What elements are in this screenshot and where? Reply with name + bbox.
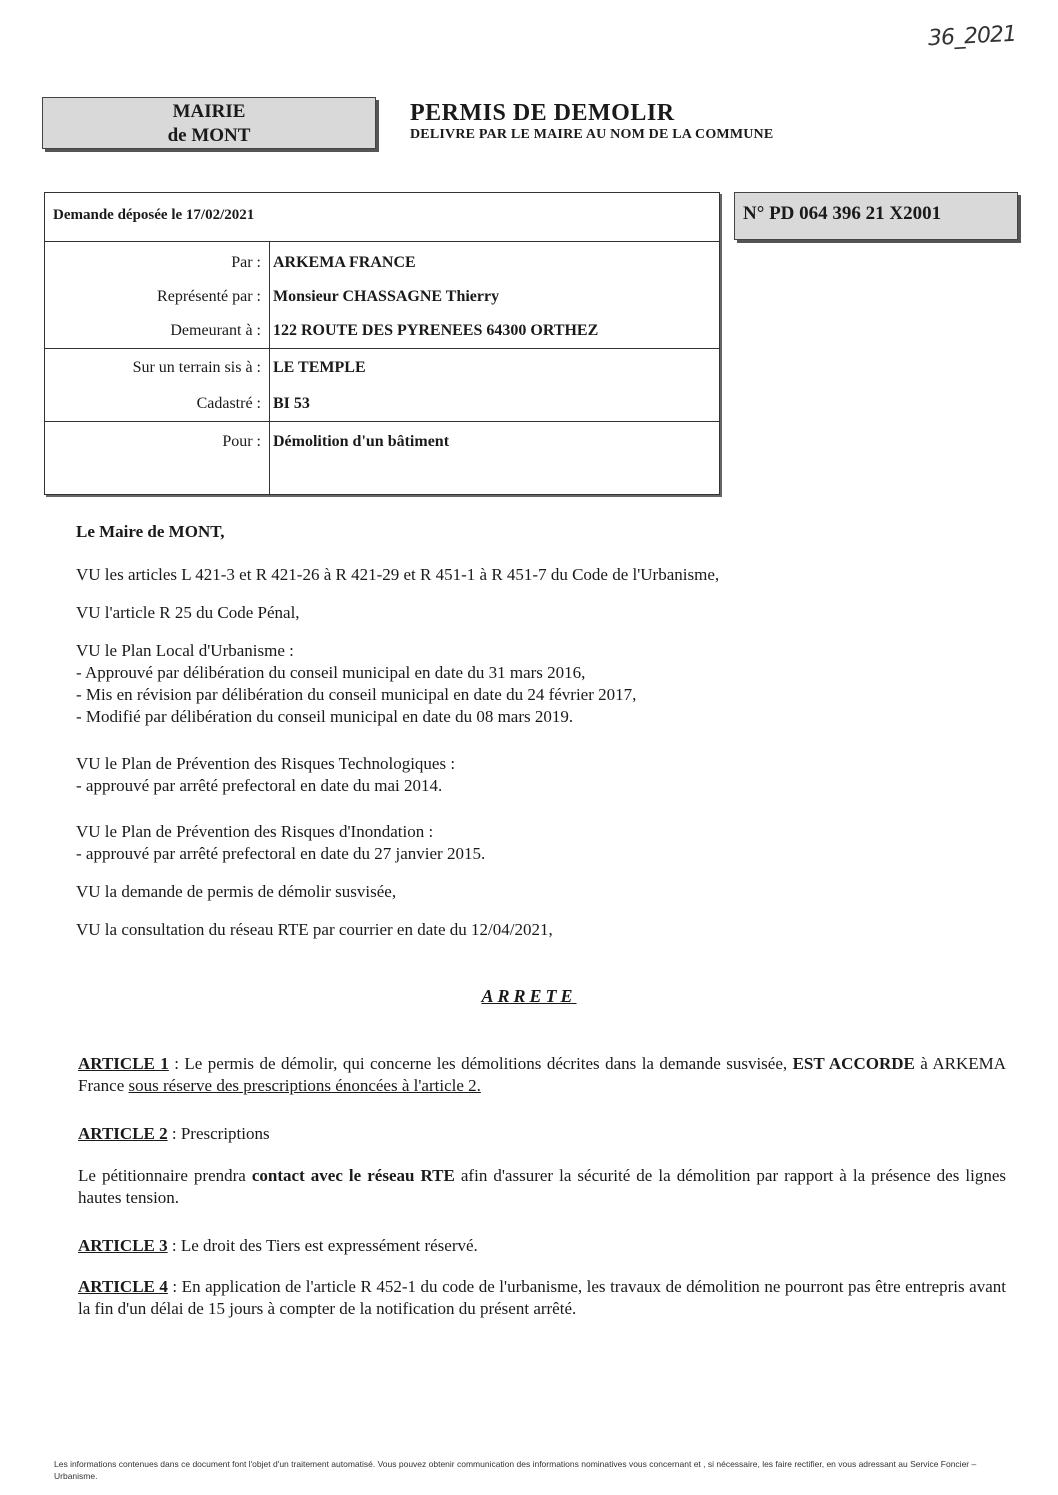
permit-number: N° PD 064 396 21 X2001: [734, 192, 1018, 240]
mairie-line1: MAIRIE: [172, 101, 246, 122]
divider: [45, 241, 719, 242]
vu-demande: VU la demande de permis de démolir susvisée,: [76, 882, 397, 901]
field-label-demeurant: Demeurant à :: [170, 322, 261, 339]
article-4-text: : En application de l'article R 452-1 du code de l'urbanisme, les travaux de démolition ne pourront pas être entrepris avant la fin d'un délai de 15 jours à compter de la notification du présent arrêté.: [78, 1277, 1006, 1318]
vu-plu-block: [76, 640, 1006, 728]
prescriptions-text: [78, 1165, 1006, 1209]
vu-ppri-item: - approuvé par arrêté prefectoral en date du 27 janvier 2015.: [76, 844, 486, 863]
field-label-par: Par :: [231, 254, 261, 271]
demande-table: [44, 192, 720, 495]
article-2: [78, 1123, 1008, 1145]
handwritten-reference: 36_2021: [927, 21, 1017, 52]
divider: [269, 241, 270, 494]
vu-pprt-block: [76, 753, 1006, 797]
field-value-represente: Monsieur CHASSAGNE Thierry: [273, 288, 500, 305]
article-4-label: ARTICLE 4: [78, 1277, 168, 1296]
article-2-label: ARTICLE 2: [78, 1124, 168, 1143]
mairie-line2: de MONT: [167, 125, 251, 146]
vu-pprt-title: VU le Plan de Prévention des Risques Technologiques :: [76, 754, 456, 773]
demande-date: Demande déposée le 17/02/2021: [53, 207, 255, 223]
field-label-cadastre: Cadastré :: [196, 395, 261, 412]
vu-code-penal: VU l'article R 25 du Code Pénal,: [76, 603, 300, 622]
footer-notice: Les informations contenues dans ce document font l'objet d'un traitement automatisé. Vous pouvez obtenir communication des informations nominatives vous concernant et , si nécessaire, les faire rectifier, en vous adressant au Service Foncier – Urbanisme.: [54, 1459, 977, 1481]
page-subtitle: DELIVRE PAR LE MAIRE AU NOM DE LA COMMUNE: [410, 127, 774, 142]
field-label-pour: Pour :: [222, 433, 261, 450]
vu-plu-item: - Approuvé par délibération du conseil municipal en date du 31 mars 2016,: [76, 663, 586, 682]
vu-consultation-rte: VU la consultation du réseau RTE par courrier en date du 12/04/2021,: [76, 920, 553, 939]
article-1-decision: EST ACCORDE: [792, 1054, 915, 1073]
field-value-terrain: LE TEMPLE: [273, 359, 366, 376]
vu-pprt-item: - approuvé par arrêté prefectoral en date du mai 2014.: [76, 776, 443, 795]
field-value-par: ARKEMA FRANCE: [273, 254, 416, 271]
article-1-reserve: sous réserve des prescriptions énoncées à l'article 2.: [128, 1076, 481, 1095]
field-label-represente: Représenté par :: [157, 288, 261, 305]
field-value-pour: Démolition d'un bâtiment: [273, 433, 450, 450]
article-1-text: : Le permis de démolir, qui concerne les démolitions décrites dans la demande susvisée,: [168, 1054, 793, 1073]
article-1-text-2: à ARKEMA France: [78, 1054, 1006, 1095]
divider: [45, 421, 719, 422]
vu-code-urbanisme: VU les articles L 421-3 et R 421-26 à R 421-29 et R 451-1 à R 451-7 du Code de l'Urbanisme,: [76, 565, 720, 584]
prescriptions-bold: contact avec le réseau RTE: [251, 1166, 455, 1185]
maire-heading: Le Maire de MONT,: [76, 522, 225, 541]
article-3-text: : Le droit des Tiers est expressément réservé.: [167, 1236, 478, 1255]
page-title: PERMIS DE DEMOLIR: [410, 100, 675, 126]
vu-plu-item: - Modifié par délibération du conseil municipal en date du 08 mars 2019.: [76, 707, 574, 726]
article-2-text: : Prescriptions: [167, 1124, 270, 1143]
divider: [45, 348, 719, 349]
field-value-demeurant: 122 ROUTE DES PYRENEES 64300 ORTHEZ: [273, 322, 599, 339]
arrete-heading: ARRETE: [481, 986, 577, 1006]
vu-plu-title: VU le Plan Local d'Urbanisme :: [76, 641, 294, 660]
article-3-label: ARTICLE 3: [78, 1236, 168, 1255]
article-1: [78, 1053, 1006, 1097]
field-value-cadastre: BI 53: [273, 395, 310, 412]
prescriptions-text-2: afin d'assurer la sécurité de la démolition par rapport à la présence des lignes hautes tension.: [78, 1166, 1006, 1207]
article-3: [78, 1235, 1008, 1257]
vu-ppri-block: [76, 821, 1006, 865]
vu-ppri-title: VU le Plan de Prévention des Risques d'Inondation :: [76, 822, 434, 841]
mairie-header-box: [42, 97, 376, 149]
article-1-label: ARTICLE 1: [78, 1054, 169, 1073]
article-4: [78, 1276, 1006, 1320]
vu-plu-item: - Mis en révision par délibération du conseil municipal en date du 24 février 2017,: [76, 685, 637, 704]
field-label-terrain: Sur un terrain sis à :: [132, 359, 261, 376]
prescriptions-text-1: Le pétitionnaire prendra: [78, 1166, 252, 1185]
